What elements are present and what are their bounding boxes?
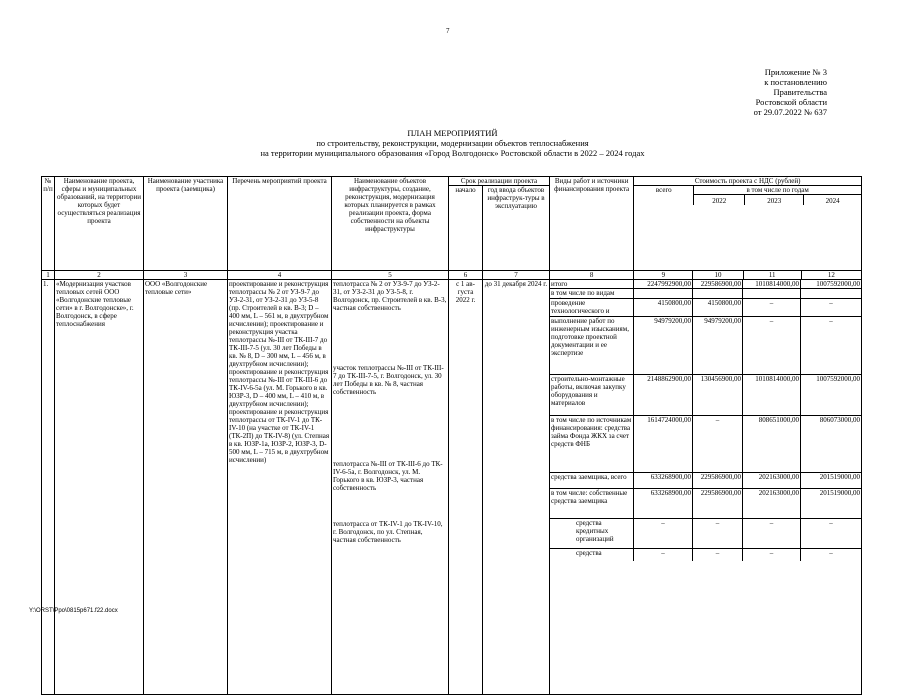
finance-value-y2022: 229586900,00 <box>693 489 743 518</box>
header-cost-title: Стоимость проекта с НДС (рублей) <box>694 177 801 185</box>
object-item: теплотрасса от ТК-IV-1 до ТК-IV-10, г. Волгодонск, по ул. Степная, частная собственность <box>333 520 443 544</box>
finance-value-y2024: – <box>829 317 833 325</box>
finance-label: в том числе по видам <box>550 289 634 298</box>
measures-list: проектирование и реконструкция теплотрассы № 2 от УЗ-9-7 до УЗ-2-31, от УЗ-2-31 до УЗ-5-8 (пр. Строителей в кв. В-3; D – 400 мм, L – 561 м, в двухтрубном исчислении); проектирование и реконструкция участка теплотрассы №-III от ТК-III-7 до ТК-III-7-5 (ул. 30 лет Победы в кв. № 8, D – 300 мм, L – 456 м, в двухтрубном исчислении); проектирование и реконструкция теплотрассы №-III от ТК-III-6 до ТК-IV-6-5а (ул. М. Горького в кв. ЮЗР-3, D – 400 мм, L – 410 м, в двухтрубном исчислении); проектирование и реконструкция теплотрассы от ТК-IV-1 до ТК-IV-10 (на участке от ТК-IV-1 (ТК-2П) до ТК-IV-8) (ул. Степная в кв. ЮЗР-1а, ЮЗР-2, ЮЗР-3, D- 500 мм, L – 715 м, в двухтрубном исчислении) <box>228 280 332 695</box>
finance-value-y2023: – <box>743 299 801 316</box>
finance-label: строительно-монтажные работы, включая закупку оборудования и материалов <box>550 375 634 415</box>
finance-value-y2024: 201519000,00 <box>819 489 860 497</box>
column-number: 6 <box>449 271 483 280</box>
finance-label: проведение технологического и <box>550 299 634 316</box>
finance-label: средства кредитных организаций <box>550 519 634 548</box>
finance-value-y2022: – <box>693 519 743 548</box>
finance-label: средства <box>550 549 634 561</box>
header-total: всего <box>634 186 694 205</box>
finance-value-total: 633268900,00 <box>634 473 693 488</box>
header-num: № п/п <box>42 177 55 271</box>
header-2024: 2024 <box>825 197 840 205</box>
header-participant: Наименование участника проекта (заемщика) <box>144 177 228 271</box>
end-date: до 31 декабря 2024 г. <box>483 280 550 695</box>
finance-value-y2022: 4150800,00 <box>693 299 743 316</box>
finance-value-y2022: – <box>693 416 743 472</box>
finance-value-y2024 <box>801 289 861 298</box>
finance-value-y2023: – <box>743 519 801 548</box>
column-number-row <box>42 271 862 280</box>
finance-row <box>550 548 861 561</box>
finance-value-y2024: 1007592000,00 <box>816 280 860 288</box>
page-number: 7 <box>446 27 450 35</box>
objects-list <box>332 280 449 695</box>
finance-block <box>550 280 862 695</box>
finance-value-y2024: – <box>829 549 833 557</box>
column-number: 4 <box>228 271 332 280</box>
finance-row <box>550 415 861 472</box>
header-cost-sub <box>634 186 862 271</box>
header-2023: 2023 <box>745 195 804 205</box>
header-cost-group <box>634 177 862 186</box>
finance-value-total: 2148862900,00 <box>634 375 693 415</box>
table-row <box>42 280 862 695</box>
finance-value-y2023: 202163000,00 <box>743 489 801 518</box>
finance-value-total: 633268900,00 <box>634 489 693 518</box>
finance-row <box>550 472 861 488</box>
header-years-title: в том числе по годам <box>694 186 861 195</box>
column-number: 5 <box>332 271 449 280</box>
finance-value-total <box>634 289 693 298</box>
finance-value-total: – <box>634 519 693 548</box>
finance-value-total: 2247992900,00 <box>634 280 693 288</box>
finance-value-y2022: – <box>693 549 743 561</box>
finance-value-y2024: 1007592000,00 <box>816 375 860 383</box>
column-number: 7 <box>483 271 550 280</box>
header-works: Виды работ и источники финансирования проекта <box>550 177 634 271</box>
finance-value-y2023 <box>743 289 801 298</box>
finance-value-y2023: 202163000,00 <box>743 473 801 488</box>
finance-label: средства заемщика, всего <box>550 473 634 488</box>
finance-row <box>550 280 861 288</box>
finance-value-total: 4150800,00 <box>634 299 693 316</box>
column-number: 8 <box>550 271 634 280</box>
object-item: теплотрасса №-III от ТК-III-6 до ТК-IV-6-5а, г. Волгодонск, ул. М. Горького в кв. ЮЗР-3, частная собственность <box>333 460 443 492</box>
appendix-line: к постановлению <box>764 77 827 87</box>
appendix-block <box>727 67 827 117</box>
header-objects: Наименование объектов инфраструктуры, создание, реконструкция, модернизация которых планируется в рамках реализации проекта, форма собственности на объекты инфраструктуры <box>332 177 449 271</box>
appendix-line: Правительства <box>773 87 827 97</box>
finance-value-y2023: – <box>743 549 801 561</box>
row-number: 1. <box>42 280 55 695</box>
finance-row <box>550 288 861 298</box>
participant-name: ООО «Волгодонские тепловые сети» <box>144 280 228 695</box>
finance-value-y2023: 1010814000,00 <box>743 280 801 288</box>
finance-row <box>550 488 861 518</box>
appendix-line: Ростовской области <box>755 97 827 107</box>
column-number: 11 <box>743 271 801 280</box>
column-number: 2 <box>55 271 144 280</box>
finance-value-y2022 <box>693 289 743 298</box>
finance-label: итого <box>550 280 634 288</box>
finance-row <box>550 316 861 374</box>
finance-value-y2023: 1010814000,00 <box>743 375 801 415</box>
header-measures: Перечень мероприятий проекта <box>228 177 332 271</box>
finance-value-total: 94979200,00 <box>634 317 693 374</box>
finance-value-y2022: 229586900,00 <box>693 280 743 288</box>
header-start: начало <box>449 186 483 271</box>
title-line: по строительству, реконструкции, модернизации объектов теплоснабжения <box>316 138 589 148</box>
finance-row <box>550 518 861 548</box>
column-number: 9 <box>634 271 693 280</box>
header-years <box>694 186 861 205</box>
finance-value-y2024: – <box>829 299 833 307</box>
column-number: 10 <box>693 271 743 280</box>
object-item: теплотрасса № 2 от УЗ-9-7 до УЗ-2-31, от УЗ-2-31 до УЗ-5-8, г. Волгодонск, пр. Строителей в кв. В-3, частная собственность <box>333 280 447 312</box>
finance-value-y2023: 808651000,00 <box>743 416 801 472</box>
appendix-line: от 29.07.2022 № 637 <box>753 107 827 117</box>
object-item: участок теплотрассы №-III от ТК-III-7 до ТК-III-7-5, г. Волгодонск, ул. 30 лет Победы в кв. № 8, частная собственность <box>333 364 444 396</box>
finance-label: в том числе: собственные средства заемщика <box>550 489 634 518</box>
finance-row <box>550 298 861 316</box>
project-name: «Модернизация участков тепловых сетей ООО «Волгодонские тепловые сети» в г. Волгодонске», г. Волгодонск, в сфере теплоснабжения <box>55 280 144 695</box>
finance-rows <box>550 280 861 561</box>
finance-value-total: – <box>634 549 693 561</box>
plan-table <box>41 176 862 695</box>
finance-value-total: 1614724000,00 <box>634 416 693 472</box>
appendix-line: Приложение № 3 <box>764 67 827 77</box>
finance-value-y2024: 201519000,00 <box>819 473 860 481</box>
header-term-group: Срок реализации проекта <box>449 177 550 186</box>
header-row <box>42 177 862 186</box>
finance-row <box>550 374 861 415</box>
finance-value-y2022: 130456900,00 <box>693 375 743 415</box>
finance-label: выполнение работ по инженерным изысканиям, подготовке проектной документации и ее экспертизе <box>550 317 634 374</box>
finance-value-y2022: 94979200,00 <box>693 317 743 374</box>
finance-value-y2024: – <box>829 519 833 527</box>
title-line: на территории муниципального образования «Город Волгодонск» Ростовской области в 2022 – 2024 годах <box>260 148 645 158</box>
column-number: 12 <box>801 271 861 280</box>
column-number: 1 <box>42 271 55 280</box>
start-date: с 1 ав-густа 2022 г. <box>449 280 483 695</box>
finance-value-y2024: 806073000,00 <box>819 416 860 424</box>
column-number: 3 <box>144 271 228 280</box>
header-end: год ввода объектов инфраструк-туры в эксплуатацию <box>483 186 550 271</box>
finance-value-y2023: – <box>743 317 801 374</box>
finance-value-y2022: 229586900,00 <box>693 473 743 488</box>
file-path: Y:\ORST\Ppo\0815p671.f22.docx <box>29 608 118 614</box>
finance-label: в том числе по источникам финансирования: средства займа Фонда ЖКХ за счет средств ФНБ <box>550 416 634 472</box>
header-project: Наименование проекта, сферы и муниципальных образований, на территории которых будет осуществляться реализация проекта <box>55 177 144 271</box>
header-2022: 2022 <box>694 195 745 205</box>
document-title <box>0 128 905 158</box>
title-heading: ПЛАН МЕРОПРИЯТИЙ <box>407 128 498 138</box>
